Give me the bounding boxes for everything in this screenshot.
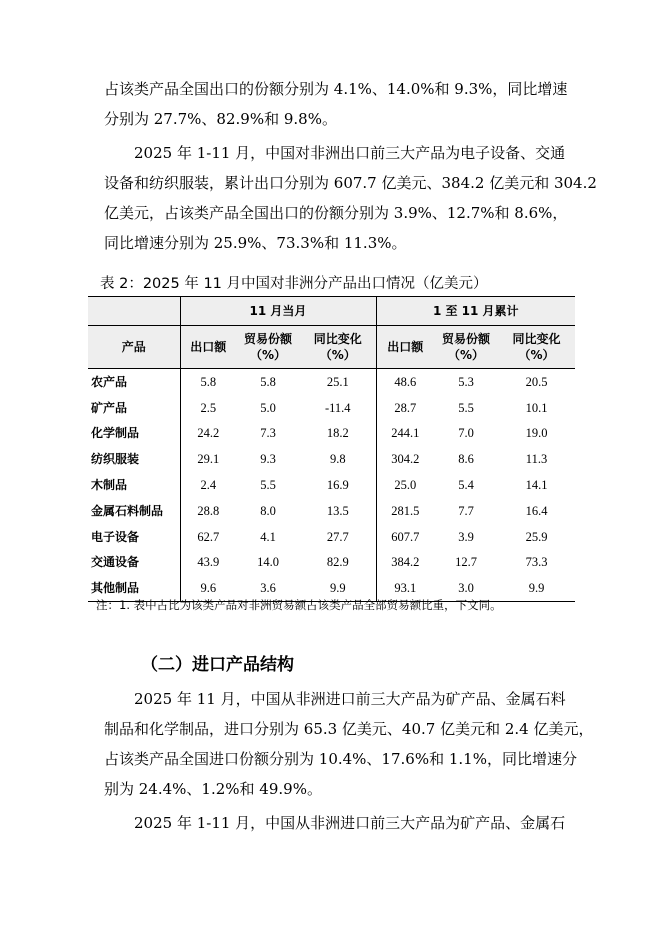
value-cell: 5.0 bbox=[260, 400, 276, 415]
value-cell: 16.9 bbox=[326, 478, 349, 493]
text-line: 2025 年 1-11 月，中国从非洲进口前三大产品为矿产品、金属石 bbox=[104, 814, 566, 832]
export-by-product-table bbox=[88, 296, 575, 602]
value-cell: 20.5 bbox=[525, 374, 548, 389]
text-line: 设备和纺织服装，累计出口分别为 607.7 亿美元、384.2 亿美元和 304.2 bbox=[104, 174, 597, 192]
value-cell: 9.9 bbox=[528, 581, 545, 596]
value-cell: 82.9 bbox=[326, 555, 349, 570]
value-cell: 8.0 bbox=[260, 503, 276, 518]
text-line: 分别为 27.7%、82.9%和 9.8%。 bbox=[104, 110, 337, 128]
text-line: 占该类产品全国进口份额分别为 10.4%、17.6%和 1.1%，同比增速分 bbox=[104, 750, 577, 768]
text-line: 同比增速分别为 25.9%、73.3%和 11.3%。 bbox=[104, 234, 407, 252]
value-cell: 5.4 bbox=[458, 478, 474, 493]
value-cell: 4.1 bbox=[260, 529, 276, 544]
col-header-yoy: 同比变化（%） bbox=[300, 326, 376, 369]
value-cell: 13.5 bbox=[326, 503, 349, 518]
table-row bbox=[88, 524, 575, 550]
value-cell: 244.1 bbox=[376, 421, 434, 447]
value-cell: 25.1 bbox=[326, 374, 349, 389]
value-cell: 384.2 bbox=[376, 550, 434, 576]
paragraph-import-november bbox=[104, 684, 594, 804]
value-cell: 3.6 bbox=[260, 581, 276, 596]
value-cell: 5.8 bbox=[180, 369, 236, 395]
col-header-yoy-cum: 同比变化（%） bbox=[498, 326, 575, 369]
value-cell: 2.4 bbox=[180, 472, 236, 498]
text-line: 亿美元，占该类产品全国出口的份额分别为 3.9%、12.7%和 8.6%， bbox=[104, 204, 568, 222]
value-cell: 7.0 bbox=[458, 426, 474, 441]
text-line: 占该类产品全国出口的份额分别为 4.1%、14.0%和 9.3%，同比增速 bbox=[104, 80, 568, 98]
value-cell: 5.3 bbox=[458, 374, 474, 389]
table-row bbox=[88, 498, 575, 524]
col-header-share-cum: 贸易份额（%） bbox=[434, 326, 498, 369]
value-cell: 2.5 bbox=[180, 395, 236, 421]
col-header-export: 出口额 bbox=[180, 326, 236, 369]
table-row bbox=[88, 369, 575, 395]
table-row bbox=[88, 421, 575, 447]
group-header-november: 11 月当月 bbox=[180, 297, 376, 326]
value-cell: 14.0 bbox=[257, 555, 279, 570]
value-cell: 29.1 bbox=[180, 446, 236, 472]
value-cell: 3.9 bbox=[458, 529, 474, 544]
table-row bbox=[88, 550, 575, 576]
product-name-cell: 纺织服装 bbox=[91, 452, 140, 467]
col-header-export-cum: 出口额 bbox=[376, 326, 434, 369]
value-cell: 9.3 bbox=[260, 452, 276, 467]
value-cell: 18.2 bbox=[326, 426, 349, 441]
value-cell: 3.0 bbox=[458, 581, 474, 596]
text-line: 2025 年 1-11 月，中国对非洲出口前三大产品为电子设备、交通 bbox=[104, 144, 566, 162]
product-name-cell: 电子设备 bbox=[91, 529, 140, 544]
text-line: 2025 年 11 月，中国从非洲进口前三大产品为矿产品、金属石料 bbox=[104, 690, 566, 708]
value-cell: 11.3 bbox=[525, 452, 548, 467]
table-row bbox=[88, 395, 575, 421]
value-cell: 607.7 bbox=[376, 524, 434, 550]
paragraph-export-share-continued bbox=[104, 74, 568, 134]
product-name-cell: 矿产品 bbox=[91, 400, 128, 415]
value-cell: 48.6 bbox=[376, 369, 434, 395]
col-header-share: 贸易份额（%） bbox=[236, 326, 300, 369]
value-cell: 27.7 bbox=[326, 529, 349, 544]
value-cell: 7.7 bbox=[458, 503, 474, 518]
group-header-jan-nov: 1 至 11 月累计 bbox=[376, 297, 575, 326]
text-line: 制品和化学制品，进口分别为 65.3 亿美元、40.7 亿美元和 2.4 亿美元， bbox=[104, 720, 594, 738]
value-cell: -11.4 bbox=[324, 400, 351, 415]
value-cell: 5.5 bbox=[260, 478, 276, 493]
value-cell: 12.7 bbox=[455, 555, 477, 570]
value-cell: 9.6 bbox=[180, 575, 236, 601]
value-cell: 24.2 bbox=[180, 421, 236, 447]
value-cell: 8.6 bbox=[458, 452, 474, 467]
value-cell: 9.9 bbox=[329, 581, 346, 596]
paragraph-export-jan-nov bbox=[104, 138, 597, 258]
text-line: 别为 24.4%、1.2%和 49.9%。 bbox=[104, 780, 322, 798]
value-cell: 14.1 bbox=[525, 478, 548, 493]
export-table-container bbox=[88, 296, 575, 602]
product-name-cell: 金属石料制品 bbox=[91, 503, 164, 518]
value-cell: 62.7 bbox=[180, 524, 236, 550]
value-cell: 25.0 bbox=[376, 472, 434, 498]
product-name-cell: 交通设备 bbox=[91, 555, 140, 570]
value-cell: 93.1 bbox=[376, 575, 434, 601]
value-cell: 73.3 bbox=[525, 555, 548, 570]
value-cell: 304.2 bbox=[376, 446, 434, 472]
col-header-product: 产品 bbox=[88, 326, 180, 369]
table-row bbox=[88, 446, 575, 472]
value-cell: 28.8 bbox=[180, 498, 236, 524]
value-cell: 19.0 bbox=[525, 426, 548, 441]
value-cell: 28.7 bbox=[376, 395, 434, 421]
table-body bbox=[88, 369, 575, 602]
value-cell: 25.9 bbox=[525, 529, 548, 544]
value-cell: 5.5 bbox=[458, 400, 474, 415]
product-name-cell: 化学制品 bbox=[91, 426, 140, 441]
table-title: 表 2：2025 年 11 月中国对非洲分产品出口情况（亿美元） bbox=[100, 276, 488, 292]
section-heading: （二）进口产品结构 bbox=[141, 655, 294, 675]
value-cell: 16.4 bbox=[525, 503, 548, 518]
value-cell: 10.1 bbox=[525, 400, 548, 415]
value-cell: 5.8 bbox=[260, 374, 276, 389]
paragraph-import-jan-nov bbox=[104, 808, 566, 838]
product-name-cell: 木制品 bbox=[91, 478, 128, 493]
product-name-cell: 农产品 bbox=[91, 374, 128, 389]
value-cell: 43.9 bbox=[180, 550, 236, 576]
product-name-cell: 其他制品 bbox=[91, 581, 140, 596]
table-row bbox=[88, 472, 575, 498]
value-cell: 7.3 bbox=[260, 426, 276, 441]
value-cell: 9.8 bbox=[329, 452, 346, 467]
table-note: 注：1. 表中占比为该类产品对非洲贸易额占该类产品全部贸易额比重，下文同。 bbox=[96, 598, 502, 612]
header-blank bbox=[88, 297, 180, 326]
value-cell: 281.5 bbox=[376, 498, 434, 524]
